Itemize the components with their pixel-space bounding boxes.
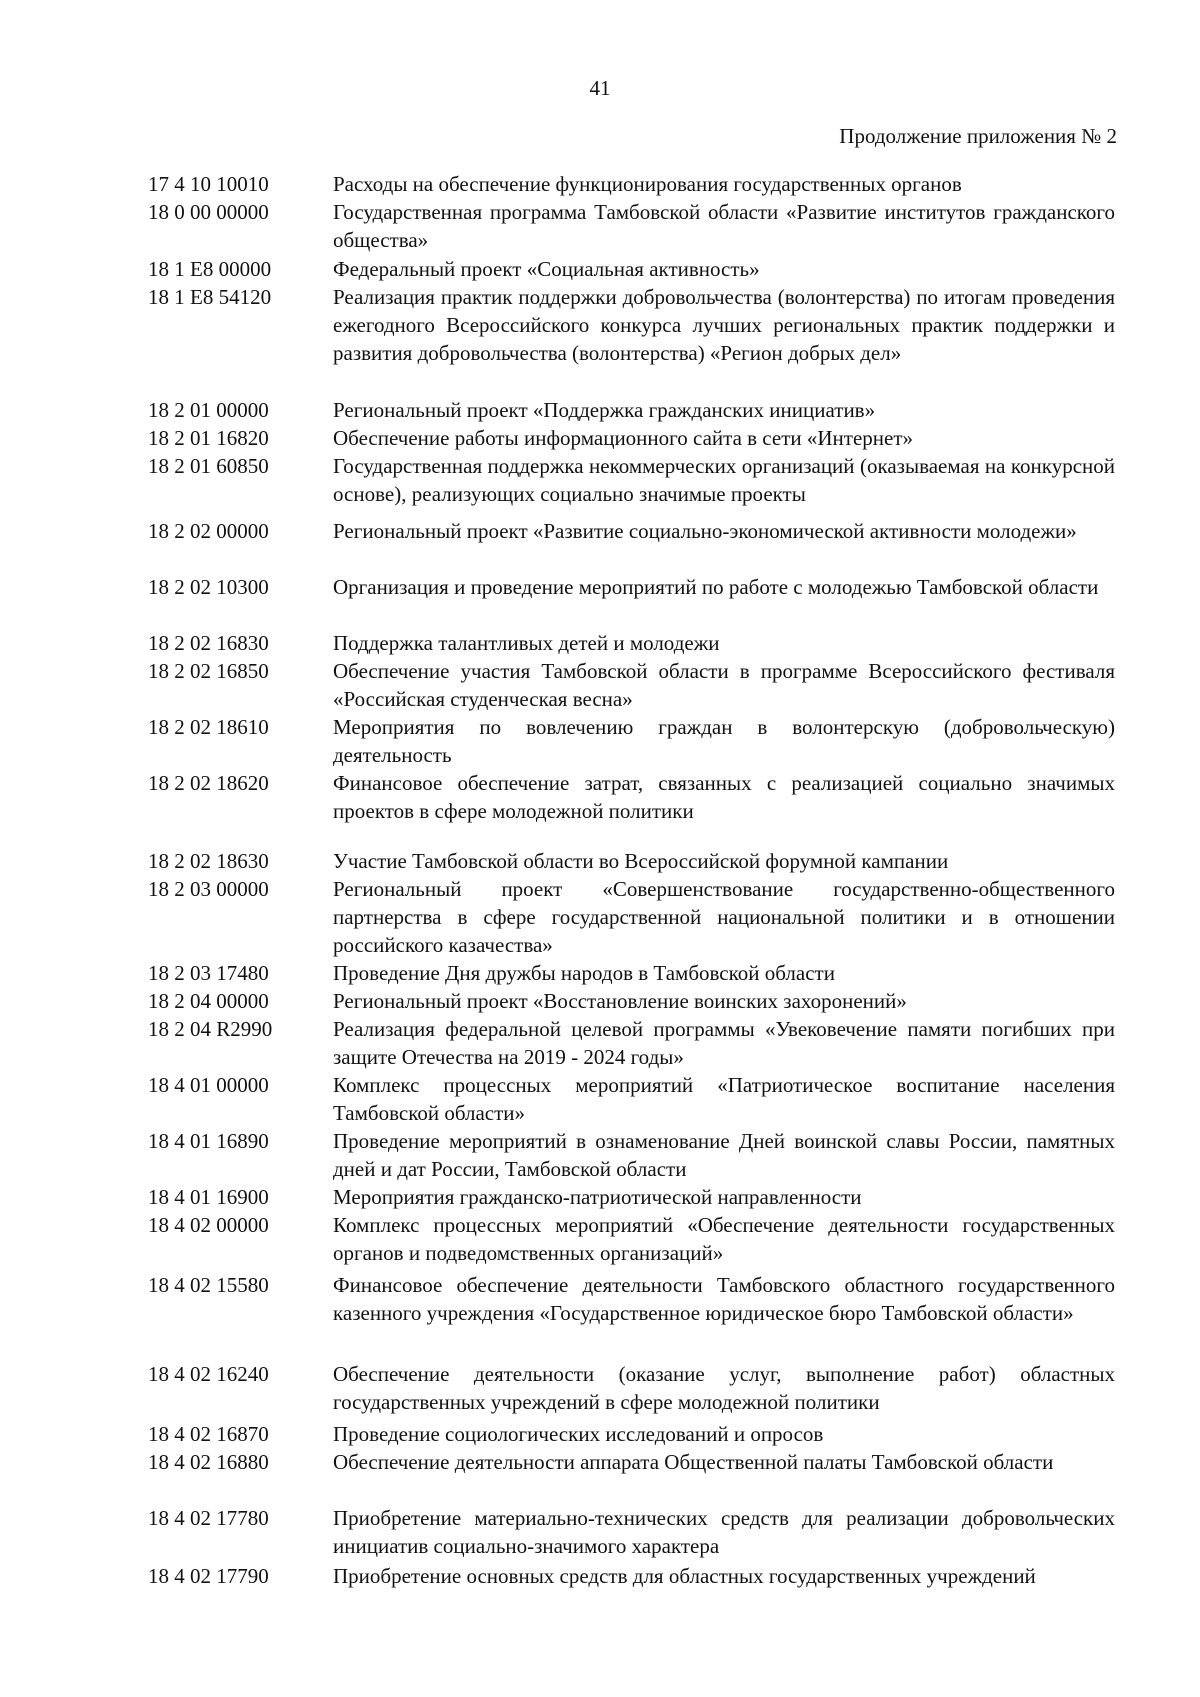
row-text: Государственная программа Тамбовской области «Развитие институтов гражданского общества» bbox=[333, 200, 1115, 252]
row-code: 18 4 02 16880 bbox=[148, 1450, 269, 1474]
row-text: Региональный проект «Восстановление воинских захоронений» bbox=[333, 989, 907, 1013]
row-code: 18 4 01 16900 bbox=[148, 1185, 269, 1209]
row-text: Проведение Дня дружбы народов в Тамбовской области bbox=[333, 961, 835, 985]
row-text: Региональный проект «Поддержка гражданских инициатив» bbox=[333, 398, 876, 422]
row-code: 18 4 01 00000 bbox=[148, 1073, 269, 1097]
row-text: Обеспечение деятельности аппарата Общественной палаты Тамбовской области bbox=[333, 1450, 1054, 1474]
row-text: Комплекс процессных мероприятий «Обеспечение деятельности государственных органов и подведомственных организаций» bbox=[333, 1213, 1115, 1265]
row-code: 18 4 02 16870 bbox=[148, 1422, 269, 1446]
row-code: 18 2 01 16820 bbox=[148, 426, 269, 450]
row-code: 18 2 03 00000 bbox=[148, 877, 269, 901]
row-text: Региональный проект «Совершенствование государственно-общественного партнерства в сфере государственной национальной политики и в отношении российского казачества» bbox=[333, 877, 1115, 957]
row-text: Приобретение материально-технических средств для реализации добровольческих инициатив социально-значимого характера bbox=[333, 1506, 1115, 1558]
row-code: 18 2 02 16850 bbox=[148, 659, 269, 683]
row-code: 18 2 02 00000 bbox=[148, 519, 269, 543]
row-text: Мероприятия по вовлечению граждан в волонтерскую (добровольческую) деятельность bbox=[333, 715, 1115, 767]
row-text: Финансовое обеспечение затрат, связанных с реализацией социально значимых проектов в сфере молодежной политики bbox=[333, 771, 1115, 823]
row-text: Реализация практик поддержки добровольчества (волонтерства) по итогам проведения ежегодного Всероссийского конкурса лучших региональных практик поддержки и развития добровольчества (волонтерства) «Регион добрых дел» bbox=[333, 285, 1115, 365]
row-code: 18 2 02 18630 bbox=[148, 849, 269, 873]
row-text: Комплекс процессных мероприятий «Патриотическое воспитание населения Тамбовской области» bbox=[333, 1073, 1115, 1125]
row-text: Реализация федеральной целевой программы «Увековечение памяти погибших при защите Отечества на 2019 - 2024 годы» bbox=[333, 1017, 1115, 1069]
row-code: 18 2 03 17480 bbox=[148, 961, 269, 985]
row-code: 18 2 01 00000 bbox=[148, 398, 269, 422]
row-text: Приобретение основных средств для областных государственных учреждений bbox=[333, 1564, 1036, 1588]
row-text: Расходы на обеспечение функционирования государственных органов bbox=[333, 172, 962, 196]
page-number: 41 bbox=[589, 76, 611, 100]
row-code: 18 4 01 16890 bbox=[148, 1129, 269, 1153]
row-code: 18 2 02 10300 bbox=[148, 575, 269, 599]
row-text: Обеспечение деятельности (оказание услуг, выполнение работ) областных государственных учреждений в сфере молодежной политики bbox=[333, 1362, 1115, 1414]
continuation-label: Продолжение приложения № 2 bbox=[839, 124, 1117, 148]
row-text: Мероприятия гражданско-патриотической направленности bbox=[333, 1185, 862, 1209]
row-code: 18 0 00 00000 bbox=[148, 200, 269, 224]
row-code: 18 2 04 00000 bbox=[148, 989, 269, 1013]
row-code: 18 4 02 00000 bbox=[148, 1213, 269, 1237]
row-text: Проведение социологических исследований и опросов bbox=[333, 1422, 824, 1446]
row-code: 18 2 02 18620 bbox=[148, 771, 269, 795]
row-code: 18 1 E8 00000 bbox=[148, 257, 272, 281]
row-code: 18 4 02 16240 bbox=[148, 1362, 269, 1386]
row-text: Проведение мероприятий в ознаменование Дней воинской славы России, памятных дней и дат России, Тамбовской области bbox=[333, 1129, 1115, 1181]
row-text: Организация и проведение мероприятий по работе с молодежью Тамбовской области bbox=[333, 575, 1099, 599]
row-code: 18 4 02 17780 bbox=[148, 1506, 269, 1530]
row-code: 18 1 E8 54120 bbox=[148, 285, 272, 309]
row-code: 18 2 02 16830 bbox=[148, 631, 269, 655]
row-text: Финансовое обеспечение деятельности Тамбовского областного государственного казенного учреждения «Государственное юридическое бюро Тамбовской области» bbox=[333, 1273, 1115, 1325]
row-code: 17 4 10 10010 bbox=[148, 172, 269, 196]
row-text: Региональный проект «Развитие социально-экономической активности молодежи» bbox=[333, 519, 1077, 543]
row-text: Обеспечение работы информационного сайта в сети «Интернет» bbox=[333, 426, 914, 450]
row-text: Обеспечение участия Тамбовской области в программе Всероссийского фестиваля «Российская студенческая весна» bbox=[333, 659, 1115, 711]
row-text: Государственная поддержка некоммерческих организаций (оказываемая на конкурсной основе), реализующих социально значимые проекты bbox=[333, 454, 1115, 506]
row-code: 18 2 02 18610 bbox=[148, 715, 269, 739]
row-text: Поддержка талантливых детей и молодежи bbox=[333, 631, 720, 655]
row-text: Федеральный проект «Социальная активность» bbox=[333, 257, 760, 281]
row-code: 18 4 02 15580 bbox=[148, 1273, 269, 1297]
row-code: 18 2 04 R2990 bbox=[148, 1017, 273, 1041]
row-code: 18 2 01 60850 bbox=[148, 454, 269, 478]
row-text: Участие Тамбовской области во Всероссийской форумной кампании bbox=[333, 849, 949, 873]
row-code: 18 4 02 17790 bbox=[148, 1564, 269, 1588]
